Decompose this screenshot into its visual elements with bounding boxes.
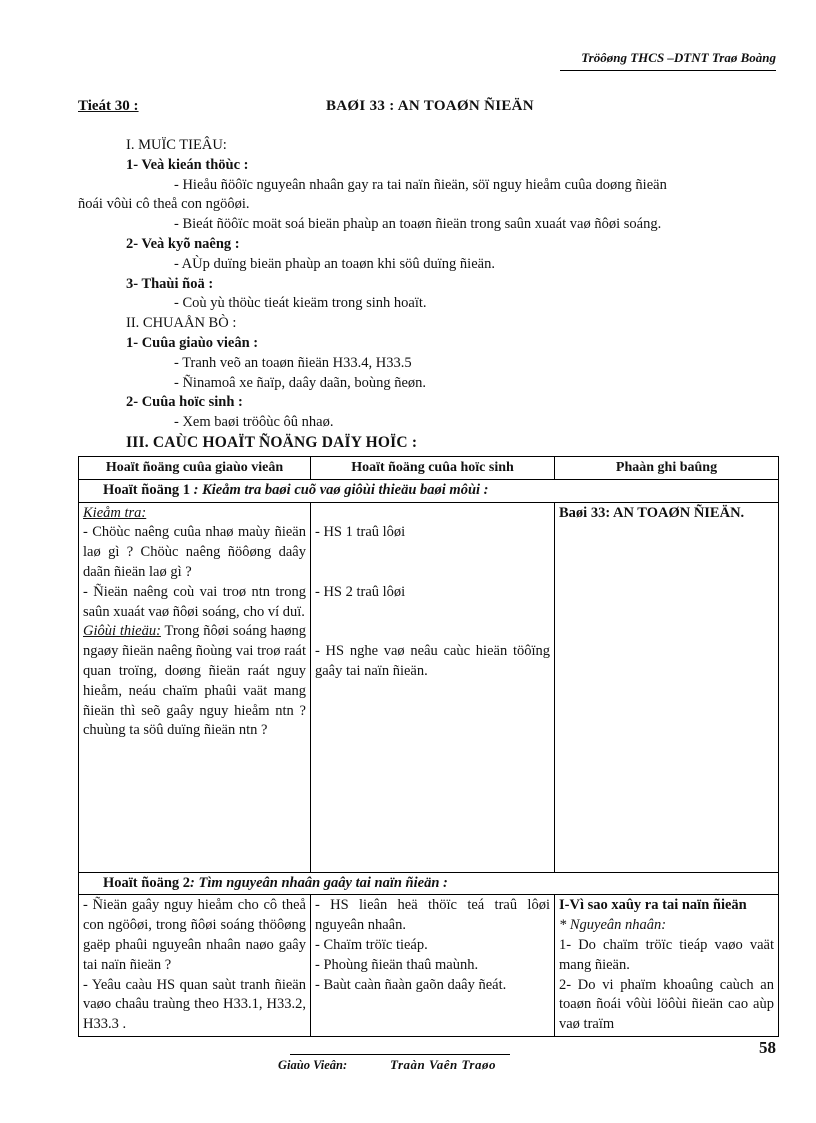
teacher-question-2: - Yeâu caàu HS quan saùt tranh ñieän vaøo chaâu traùng theo H33.1, H33.2, H33.3 . xyxy=(83,976,306,1033)
section-activities: III. CAÙC HOAÏT ÑOÄNG DAÏY HOÏC : xyxy=(126,433,418,451)
objective-attitude-1: - Coù yù thöùc tieát kieäm trong sinh hoaït. xyxy=(174,295,427,312)
subsection-attitude: 3- Thaùi ñoä : xyxy=(126,275,214,292)
table-row xyxy=(79,502,779,872)
section-preparation: II. CHUAÅN BÒ : xyxy=(126,315,237,332)
page-number: 58 xyxy=(759,1038,776,1057)
objective-knowledge-1-cont: ñoái vôùi cô theå con ngöôøi. xyxy=(78,196,250,213)
row1-student-cell xyxy=(311,502,555,872)
intro-label: Giôùi thieäu: xyxy=(83,623,161,640)
section-objectives: I. MUÏC TIEÂU: xyxy=(126,137,227,153)
student-response-2: - Chaïm tröïc tieáp. xyxy=(315,936,428,953)
check-question-2: - Ñieän naêng coù vai troø ntn trong saûn xuaát vaø ñôøi soáng, cho ví duï. xyxy=(83,583,306,620)
student-answer-2: - HS 2 traû lôøi xyxy=(315,583,406,600)
header-student: Hoaït ñoäng cuûa hoïc sinh xyxy=(311,457,555,480)
board-cause-label: * Nguyeân nhaân: xyxy=(559,917,667,934)
objective-skills-1: - AÙp duïng bieän phaùp an toaøn khi söû duïng ñieän. xyxy=(174,255,495,272)
lesson-body xyxy=(78,136,778,453)
board-section-title: I-Vì sao xaûy ra tai naïn ñieän xyxy=(559,897,747,914)
student-answer-3: - HS nghe vaø neâu caùc hieän töôïng gaây tai naïn ñieän. xyxy=(315,643,550,679)
teacher-label: Giaùo Vieân: xyxy=(278,1058,348,1072)
prep-teacher-2: - Ñinamoâ xe ñaïp, daây daãn, boùng ñeøn. xyxy=(174,374,427,391)
activity-2-title: : Tìm nguyeân nhaân gaây tai naïn ñieän : xyxy=(190,874,448,891)
row1-board-cell xyxy=(555,502,779,872)
activity-1-heading xyxy=(79,479,779,502)
intro-text: Trong ñôøi soáng haøng ngaøy ñieän naêng ñoùng vai troø raát quan troïng, doøng ñieän raát nguy hieåm, neáu chaïm phaûi vaät mang ñieän thì seõ gaây nguy hieåm ntn ? chuùng ta söû duïng ñieän ntn ? xyxy=(83,623,306,739)
prep-student-1: - Xem baøi tröôùc ôû nhaø. xyxy=(174,414,334,431)
header-rule xyxy=(560,70,776,71)
student-response-4: - Baùt caàn ñaàn gaõn daây ñeát. xyxy=(315,976,507,993)
objective-knowledge-2: - Bieát ñöôïc moät soá bieän phaùp an toaøn ñieän trong saûn xuaát vaø ñôøi soáng. xyxy=(174,216,662,233)
row2-board-cell xyxy=(555,895,779,1037)
activity-1-title: : Kieåm tra baøi cuõ vaø giôùi thieäu baøi môùi : xyxy=(193,481,489,498)
subsection-skills: 2- Veà kyõ naêng : xyxy=(126,235,240,252)
check-question-1: - Chöùc naêng cuûa nhaø maùy ñieän laø gì ? Chöùc naêng ñöôøng daây daãn ñieän laø gì ? xyxy=(83,524,306,580)
activity-2-label: Hoaït ñoäng 2 xyxy=(103,874,191,891)
student-response-3: - Phoùng ñieän thaû maùnh. xyxy=(315,956,479,973)
introduction xyxy=(83,622,306,741)
subsection-teacher: 1- Cuûa giaùo vieân : xyxy=(126,334,259,351)
subsection-student: 2- Cuûa hoïc sinh : xyxy=(126,394,243,411)
activity-2-heading xyxy=(79,872,779,895)
prep-teacher-1: - Tranh veõ an toaøn ñieän H33.4, H33.5 xyxy=(174,354,412,371)
check-label: Kieåm tra: xyxy=(83,504,147,521)
activities-table xyxy=(78,456,779,1037)
teacher-name: Traàn Vaên Traøo xyxy=(390,1057,496,1072)
row2-teacher-cell xyxy=(79,895,311,1037)
row2-student-cell xyxy=(311,895,555,1037)
student-response-1: - HS lieân heä thöïc teá traû lôøi nguyeân nhaân. xyxy=(315,897,550,934)
teacher-question-1: - Ñieän gaây nguy hieåm cho cô theå con ngöôøi, trong ñôøi soáng thöôøng gaëp phaûi nguyeân nhaân naøo gaây tai naïn ñieän ? xyxy=(83,897,306,973)
header-board: Phaàn ghi baûng xyxy=(555,457,779,480)
table-row xyxy=(79,895,779,1037)
lesson-period: Tieát 30 : xyxy=(78,98,139,114)
school-header: Tröôøng THCS –DTNT Traø Boàng xyxy=(581,50,776,65)
header-teacher: Hoaït ñoäng cuûa giaùo vieân xyxy=(79,457,311,480)
footer-rule xyxy=(290,1054,510,1055)
row1-teacher-cell xyxy=(79,502,311,872)
table-header-row xyxy=(79,457,779,480)
subsection-knowledge: 1- Veà kieán thöùc : xyxy=(126,156,249,173)
board-cause-1: 1- Do chaïm tröïc tieáp vaøo vaät mang ñieän. xyxy=(559,936,774,973)
student-answer-1: - HS 1 traû lôøi xyxy=(315,524,406,541)
objective-knowledge-1: - Hieåu ñöôïc nguyeân nhaân gay ra tai naïn ñieän, söï nguy hieåm cuûa doøng ñieän xyxy=(174,176,667,193)
board-lesson-title: Baøi 33: AN TOAØN ÑIEÄN. xyxy=(559,504,745,521)
lesson-title: BAØI 33 : AN TOAØN ÑIEÄN xyxy=(326,98,534,114)
activity-1-label: Hoaït ñoäng 1 xyxy=(103,481,191,498)
board-cause-2: 2- Do vi phaïm khoaûng caùch an toaøn ñoái vôùi löôùi ñieän cao aùp vaø traïm xyxy=(559,976,774,1033)
